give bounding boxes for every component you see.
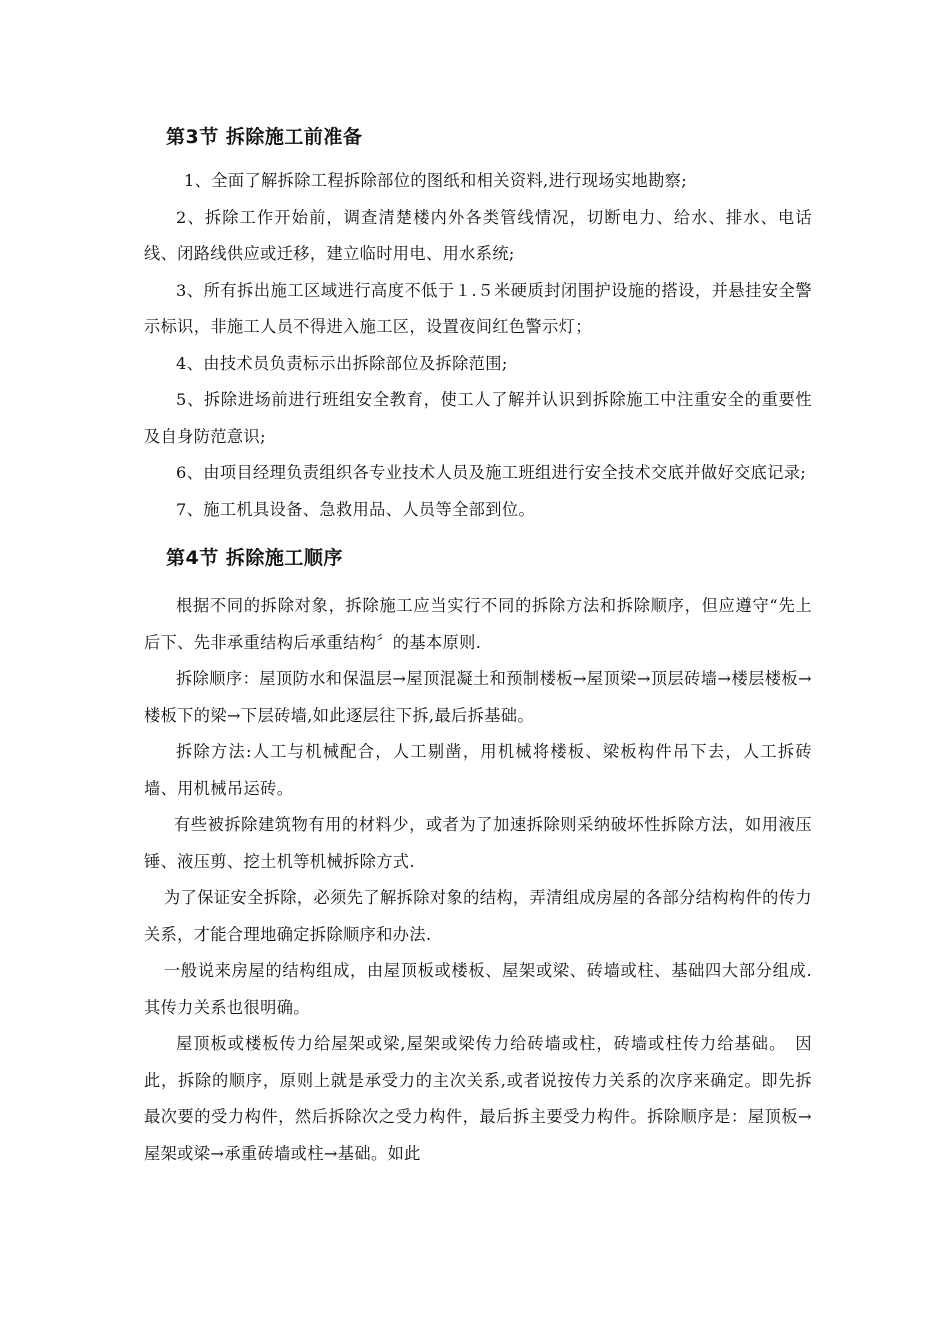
section-3-heading: 第3节 拆除施工前准备 bbox=[166, 126, 363, 148]
section-4-paragraph-4: 有些被拆除建筑物有用的材料少，或者为了加速拆除则采纳破坏性拆除方法，如用液压锤、液压剪、挖土机等机械拆除方式. bbox=[144, 815, 812, 871]
section-3-item-3: 3、所有拆出施工区域进行高度不低于１.５米硬质封闭围护设施的搭设，并悬挂安全警示标识，非施工人员不得进入施工区，设置夜间红色警示灯； bbox=[144, 280, 812, 336]
section-4-paragraph-3: 拆除方法:人工与机械配合，人工剔凿，用机械将楼板、梁板构件吊下去，人工拆砖墙、用机械吊运砖。 bbox=[144, 742, 812, 798]
section-3-item-4: 4、由技术员负责标示出拆除部位及拆除范围; bbox=[176, 353, 508, 373]
section-4-paragraph-5: 为了保证安全拆除，必须先了解拆除对象的结构，弄清组成房屋的各部分结构构件的传力关系，才能合理地确定拆除顺序和办法. bbox=[144, 888, 812, 944]
section-3-item-2: 2、拆除工作开始前，调查清楚楼内外各类管线情况，切断电力、给水、排水、电话线、闭路线供应或迁移，建立临时用电、用水系统; bbox=[144, 207, 812, 263]
section-4-paragraph-1: 根据不同的拆除对象，拆除施工应当实行不同的拆除方法和拆除顺序，但应遵守“先上后下、先非承重结构后承重结构〞的基本原则. bbox=[144, 596, 812, 652]
section-4-heading: 第4节 拆除施工顺序 bbox=[166, 547, 343, 569]
section-4-paragraph-7: 屋顶板或楼板传力给屋架或梁,屋架或梁传力给砖墙或柱，砖墙或柱传力给基础。 因此，拆除的顺序，原则上就是承受力的主次关系,或者说按传力关系的次序来确定。即先拆最次要的受力构件，然后拆除次之受力构件，最后拆主要受力构件。拆除顺序是：屋顶板→屋架或梁→承重砖墙或柱→基础。如此 bbox=[144, 1034, 812, 1163]
section-3-item-1: 1、全面了解拆除工程拆除部位的图纸和相关资料,进行现场实地勘察; bbox=[184, 171, 688, 190]
section-4-paragraph-2: 拆除顺序：屋顶防水和保温层→屋顶混凝土和预制楼板→屋顶梁→顶层砖墙→楼层楼板→楼板下的梁→下层砖墙,如此逐层往下拆,最后拆基础。 bbox=[144, 669, 812, 725]
section-3-item-7: 7、施工机具设备、急救用品、人员等全部到位。 bbox=[176, 499, 536, 519]
section-3-item-5: 5、拆除进场前进行班组安全教育，使工人了解并认识到拆除施工中注重安全的重要性及自身防范意识; bbox=[144, 390, 812, 446]
section-4-paragraph-6: 一般说来房屋的结构组成，由屋顶板或楼板、屋架或梁、砖墙或柱、基础四大部分组成.其传力关系也很明确。 bbox=[144, 961, 812, 1017]
section-3-item-6: 6、由项目经理负责组织各专业技术人员及施工班组进行安全技术交底并做好交底记录; bbox=[176, 463, 807, 482]
